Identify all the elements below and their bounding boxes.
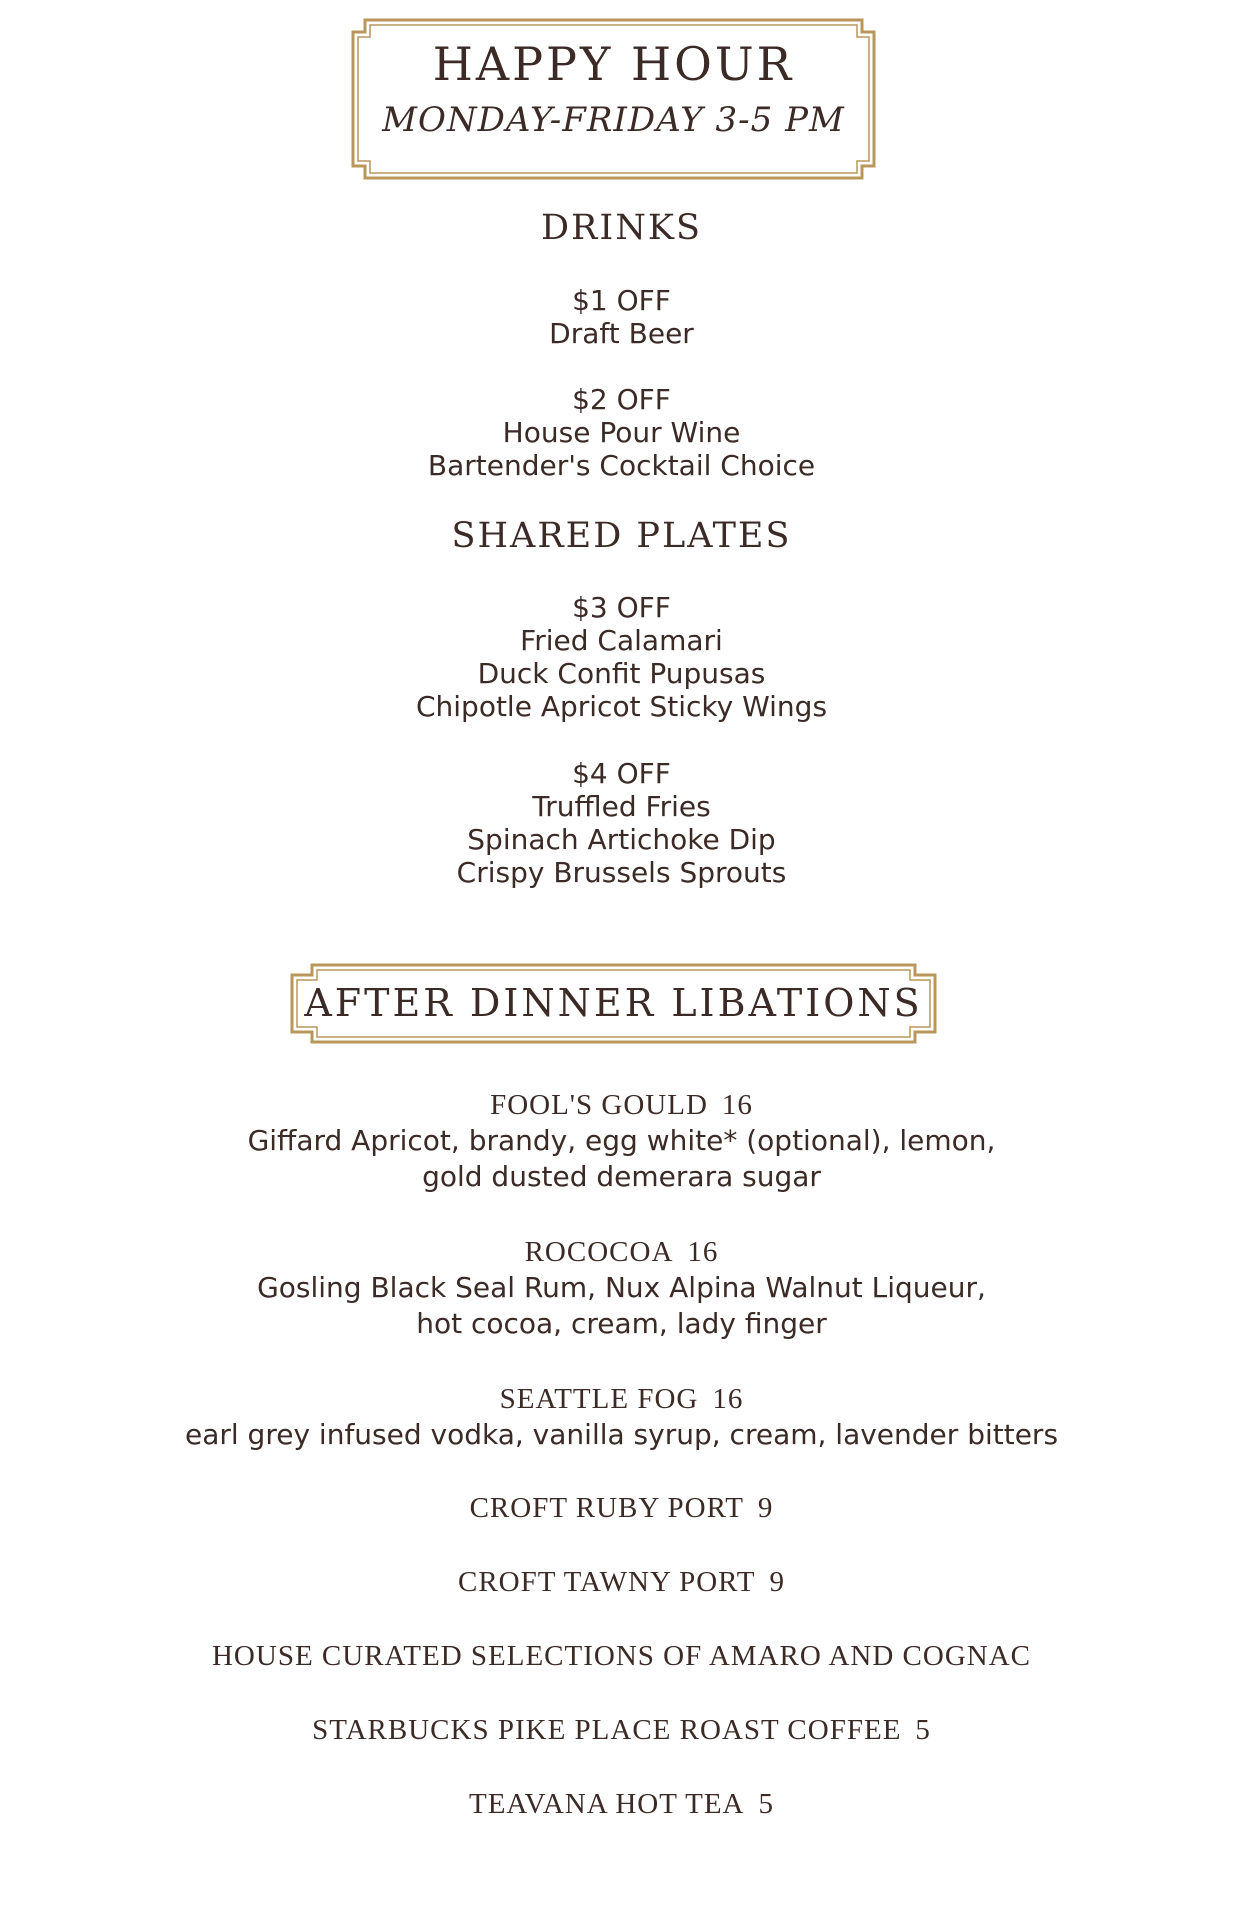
shared-plates-item: Duck Confit Pupusas [477,657,766,690]
libation-desc: gold dusted demerara sugar [422,1160,821,1193]
libation-name: STARBUCKS PIKE PLACE ROAST COFFEE [312,1714,902,1746]
shared-plates-discount-1: $3 OFF [572,591,671,624]
libation-name-line [0,1490,1243,1526]
libation-name-line [0,1564,1243,1600]
libation-name: ROCOCOA [524,1236,674,1268]
libation-item [0,1638,1243,1674]
libation-item [0,1490,1243,1526]
drinks-discount-1: $1 OFF [572,284,671,317]
drinks-discount-2: $2 OFF [572,383,671,416]
libation-item [0,1564,1243,1600]
libation-name-line [0,1786,1243,1822]
libation-name-line [0,1381,1243,1417]
libation-desc: Giffard Apricot, brandy, egg white* (optional), lemon, [247,1124,996,1157]
shared-plates-item: Spinach Artichoke Dip [467,823,776,856]
libation-item [0,1712,1243,1748]
libation-name-line [0,1087,1243,1123]
happy-hour-schedule: MONDAY-FRIDAY 3-5 PM [382,100,845,140]
libation-price: 5 [915,1714,931,1746]
shared-plates-item: Chipotle Apricot Sticky Wings [415,690,828,723]
libation-price: 16 [721,1089,753,1121]
libation-price: 16 [712,1383,744,1415]
libation-item [0,1786,1243,1822]
libation-price: 5 [758,1788,774,1820]
shared-plates-group-2 [0,757,1243,889]
libation-item [0,1381,1243,1453]
libation-name: SEATTLE FOG [499,1383,699,1415]
shared-plates-item: Fried Calamari [520,624,723,657]
libation-name: TEAVANA HOT TEA [469,1788,745,1820]
libation-name: CROFT TAWNY PORT [457,1566,756,1598]
libation-desc: earl grey infused vodka, vanilla syrup, cream, lavender bitters [184,1418,1059,1451]
libation-price: 9 [757,1492,774,1524]
drinks-heading: DRINKS [541,208,702,248]
drinks-item: Bartender's Cocktail Choice [427,449,816,482]
libation-desc: hot cocoa, cream, lady finger [416,1307,827,1340]
libation-name-line [0,1234,1243,1270]
libation-price: 16 [687,1236,719,1268]
libation-desc: Gosling Black Seal Rum, Nux Alpina Walnut Liqueur, [257,1271,986,1304]
shared-plates-group-1 [0,591,1243,723]
shared-plates-heading: SHARED PLATES [451,516,792,556]
libation-name: FOOL'S GOULD [490,1089,708,1121]
libation-price: 9 [769,1566,785,1598]
after-dinner-heading: AFTER DINNER LIBATIONS [304,981,923,1025]
drinks-item: Draft Beer [549,317,694,350]
libation-name: CROFT RUBY PORT [469,1492,744,1524]
libation-item [0,1087,1243,1195]
libation-name-line [0,1638,1243,1674]
shared-plates-item: Truffled Fries [532,790,711,823]
happy-hour-title: HAPPY HOUR [432,37,795,91]
shared-plates-discount-2: $4 OFF [572,757,671,790]
drinks-group-2 [0,383,1243,482]
libation-item [0,1234,1243,1342]
shared-plates-item: Crispy Brussels Sprouts [456,856,787,889]
libation-name-line [0,1712,1243,1748]
drinks-item: House Pour Wine [502,416,741,449]
libation-name: HOUSE CURATED SELECTIONS OF AMARO AND COGNAC [211,1640,1031,1672]
drinks-group-1 [0,284,1243,350]
